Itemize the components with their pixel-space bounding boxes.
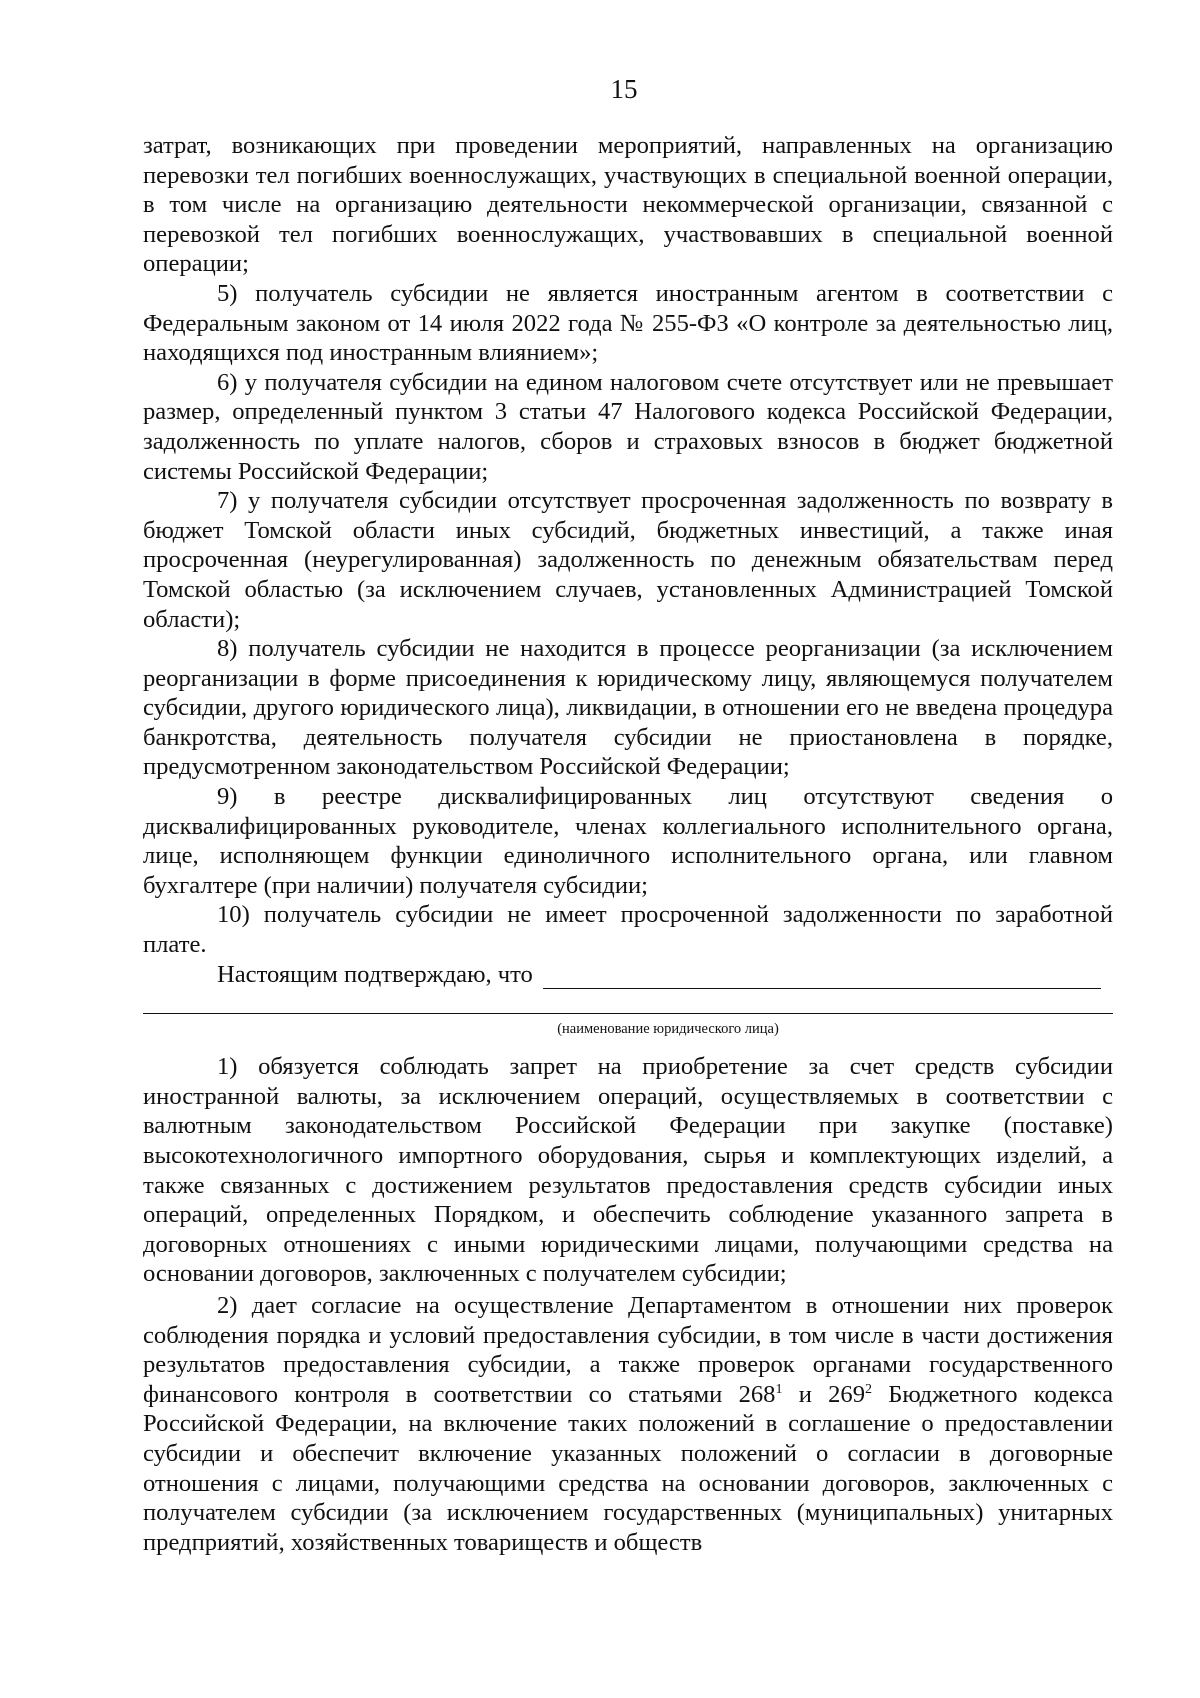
paragraph-continuation: затрат, возникающих при проведении мероприятий, направленных на организацию перевозки тел погибших военнослужащих, участвующих в специальной военной операции, в том числе на организацию деятельности некоммерческой организации, связанной с перевозкой тел погибших военнослужащих, участвовавших в специальной военной операции; — [143, 132, 1113, 278]
paragraph-item-6: 6) у получателя субсидии на едином налоговом счете отсутствует или не превышает размер, определенный пунктом 3 статьи 47 Налогового кодекса Российской Федерации, задолженность по уплате налогов, сборов и страховых взносов в бюджет бюджетной системы Российской Федерации; — [143, 368, 1113, 485]
confirmation-label: Настоящим подтверждаю, что — [217, 960, 533, 988]
paragraph-item-5: 5) получатель субсидии не является иностранным агентом в соответствии с Федеральным законом от 14 июля 2022 года № 255-ФЗ «О контроле за деятельностью лиц, находящихся под иностранным влиянием»; — [143, 279, 1113, 367]
paragraph-item-9: 9) в реестре дисквалифицированных лиц отсутствуют сведения о дисквалифицированных руководителе, членах коллегиального исполнительного органа, лице, исполняющем функции единоличного исполнительного органа, или главном бухгалтере (при наличии) получателя субсидии; — [143, 783, 1113, 899]
obligation-2-text-a: 2) дает согласие на осуществление Департаментом в отношении них проверок соблюдения порядка и условий предоставления субсидии, в том числе в части достижения результатов предоставления субсидии, а также проверок органами государственного финансового контроля в соответствии со статьями 268 — [143, 1291, 1113, 1408]
document-body — [143, 131, 1113, 1557]
blank-caption: (наименование юридического лица) — [557, 1021, 779, 1038]
entity-name-blank-1 — [543, 966, 1101, 989]
page-number: 15 — [610, 74, 638, 104]
obligation-2-text-b: Бюджетного кодекса Российской Федерации, на включение таких положений в соглашение о предоставлении субсидии и обеспечит включение указанных положений о согласии в договорные отношения с лицами, получающими средства на основании договоров, заключенных с получателем субсидии (за исключением государственных (муниципальных) унитарных предприятий, хозяйственных товариществ и обществ — [143, 1380, 1113, 1556]
article-superscript-2: 2 — [865, 1381, 873, 1397]
entity-name-blank-2 — [143, 989, 1113, 1014]
obligation-item-1: 1) обязуется соблюдать запрет на приобретение за счет средств субсидии иностранной валюты, за исключением операций, осуществляемых в соответствии с валютным законодательством Российской Федерации при закупке (поставке) высокотехнологичного импортного оборудования, сырья и комплектующих изделий, а также связанных с достижением результатов предоставления средств субсидии иных операций, определенных Порядком, и обеспечить соблюдение указанного запрета в договорных отношениях с иными юридическими лицами, получающими средства на основании договоров, заключенных с получателем субсидии; — [143, 1053, 1113, 1288]
confirmation-line — [143, 960, 1113, 990]
paragraph-item-7: 7) у получателя субсидии отсутствует просроченная задолженность по возврату в бюджет Томской области иных субсидий, бюджетных инвестиций, а также иная просроченная (неурегулированная) задолженность по денежным обязательствам перед Томской областью (за исключением случаев, установленных Администрацией Томской области); — [143, 487, 1113, 633]
paragraph-item-10: 10) получатель субсидии не имеет просроченной задолженности по заработной плате. — [143, 901, 1113, 959]
obligation-item-2 — [143, 1291, 1113, 1557]
paragraph-item-8: 8) получатель субсидии не находится в процессе реорганизации (за исключением реорганизации в форме присоединения к юридическому лицу, являющемуся получателем субсидии, другого юридического лица), ликвидации, в отношении его не введена процедура банкротства, деятельность получателя субсидии не приостановлена в порядке, предусмотренном законодательством Российской Федерации; — [143, 635, 1113, 781]
article-superscript-1: 1 — [775, 1381, 783, 1397]
obligation-2-text-mid: и 269 — [782, 1380, 866, 1408]
